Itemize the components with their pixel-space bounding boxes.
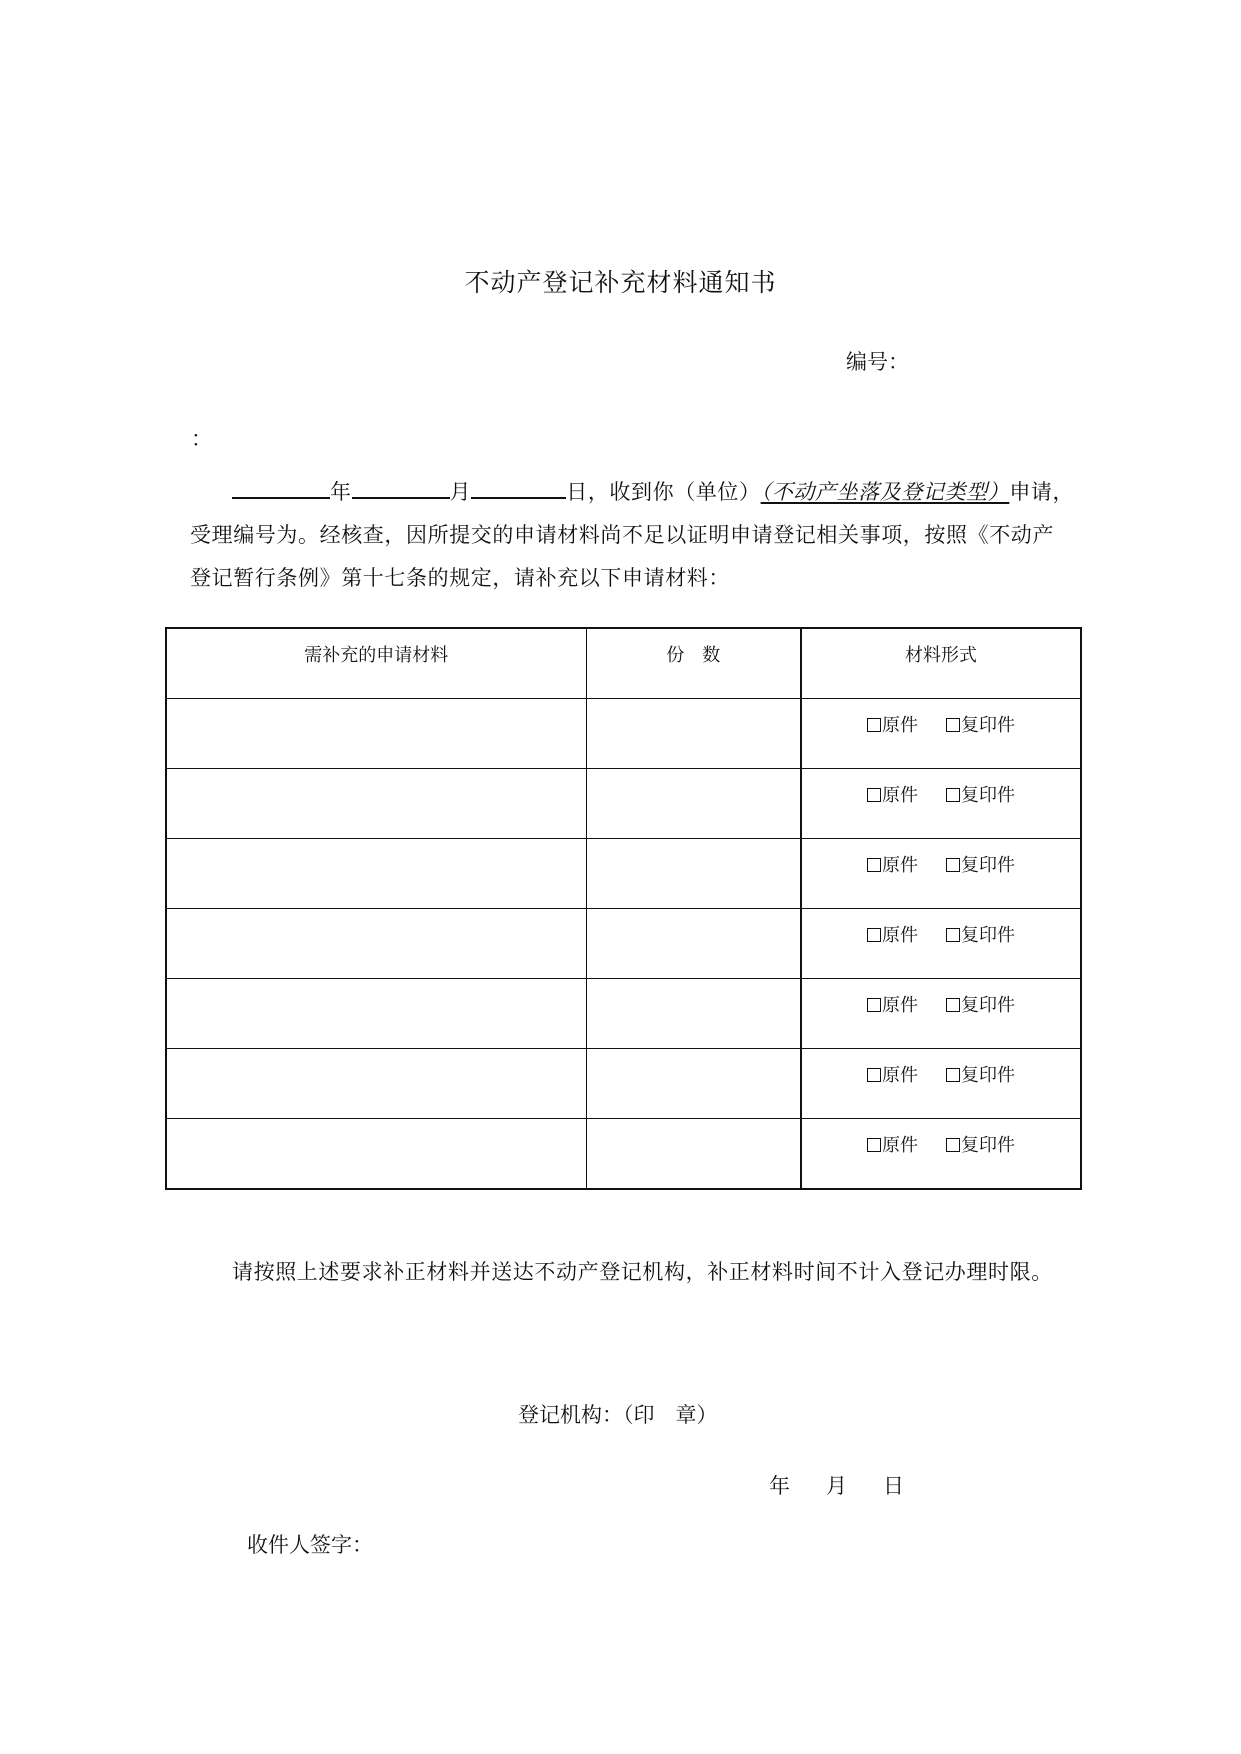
table-row [166, 979, 1081, 1049]
date-day-label: 日 [883, 1474, 904, 1498]
option-original-label: 原件 [882, 855, 918, 876]
option-copy[interactable] [946, 1131, 1015, 1157]
application-text: 申请， [1009, 480, 1075, 504]
date-month-label: 月 [826, 1474, 847, 1498]
option-copy[interactable] [946, 1061, 1015, 1087]
checkbox-icon[interactable] [867, 858, 881, 872]
material-form-cell [801, 699, 1081, 769]
material-form-cell [801, 979, 1081, 1049]
table-row [166, 909, 1081, 979]
table-row [166, 1049, 1081, 1119]
serial-number-label: 编号： [846, 350, 909, 374]
option-copy[interactable] [946, 711, 1015, 737]
salutation: ： [191, 427, 212, 451]
signature-date [769, 1470, 904, 1500]
checkbox-icon[interactable] [867, 928, 881, 942]
checkbox-icon[interactable] [867, 998, 881, 1012]
day-blank[interactable] [471, 479, 566, 499]
copies-cell[interactable] [586, 1049, 801, 1119]
checkbox-icon[interactable] [867, 1138, 881, 1152]
material-form-cell [801, 839, 1081, 909]
checkbox-icon[interactable] [946, 1068, 960, 1082]
material-name-cell[interactable] [166, 909, 586, 979]
table-row [166, 1119, 1081, 1190]
property-location-field[interactable]: （不动产坐落及登记类型） [760, 480, 1010, 504]
registration-agency-seal: 登记机构：（印 章） [518, 1403, 718, 1427]
copies-cell[interactable] [586, 769, 801, 839]
receiver-signature-label: 收件人签字： [247, 1533, 373, 1557]
material-form-cell [801, 1049, 1081, 1119]
checkbox-icon[interactable] [946, 718, 960, 732]
page-title: 不动产登记补充材料通知书 [464, 268, 777, 297]
option-original-label: 原件 [882, 925, 918, 946]
option-copy-label: 复印件 [961, 995, 1015, 1016]
option-original[interactable] [867, 711, 918, 737]
material-form-cell [801, 769, 1081, 839]
material-form-cell [801, 909, 1081, 979]
option-copy-label: 复印件 [961, 785, 1015, 806]
material-name-cell[interactable] [166, 699, 586, 769]
copies-cell[interactable] [586, 909, 801, 979]
option-copy[interactable] [946, 991, 1015, 1017]
option-copy[interactable] [946, 781, 1015, 807]
option-original-label: 原件 [882, 995, 918, 1016]
material-name-cell[interactable] [166, 1119, 586, 1190]
option-original[interactable] [867, 781, 918, 807]
table-row [166, 699, 1081, 769]
copies-cell[interactable] [586, 1119, 801, 1190]
table-header-row [166, 628, 1081, 699]
header-copies: 份 数 [586, 628, 801, 699]
option-copy[interactable] [946, 851, 1015, 877]
notice-paragraph-line-2: 受理编号为。经核查，因所提交的申请材料尚不足以证明申请登记相关事项，按照《不动产 [190, 523, 1054, 547]
table-row [166, 769, 1081, 839]
day-received-text: 日，收到你（单位） [566, 480, 761, 504]
option-original-label: 原件 [882, 1065, 918, 1086]
header-materials: 需补充的申请材料 [166, 628, 586, 699]
copies-cell[interactable] [586, 699, 801, 769]
date-year-label: 年 [769, 1474, 790, 1498]
option-copy-label: 复印件 [961, 1065, 1015, 1086]
checkbox-icon[interactable] [946, 928, 960, 942]
table-row [166, 839, 1081, 909]
copies-cell[interactable] [586, 839, 801, 909]
option-copy-label: 复印件 [961, 1135, 1015, 1156]
checkbox-icon[interactable] [867, 788, 881, 802]
option-original[interactable] [867, 1131, 918, 1157]
material-name-cell[interactable] [166, 1049, 586, 1119]
checkbox-icon[interactable] [946, 858, 960, 872]
notice-paragraph-line-1 [232, 476, 1074, 506]
month-label: 月 [449, 480, 472, 504]
month-blank[interactable] [352, 479, 450, 499]
option-copy-label: 复印件 [961, 925, 1015, 946]
option-copy-label: 复印件 [961, 715, 1015, 736]
checkbox-icon[interactable] [867, 1068, 881, 1082]
option-original[interactable] [867, 921, 918, 947]
checkbox-icon[interactable] [946, 1138, 960, 1152]
checkbox-icon[interactable] [946, 788, 960, 802]
option-original-label: 原件 [882, 1135, 918, 1156]
material-name-cell[interactable] [166, 839, 586, 909]
copies-cell[interactable] [586, 979, 801, 1049]
material-name-cell[interactable] [166, 769, 586, 839]
option-copy[interactable] [946, 921, 1015, 947]
option-original-label: 原件 [882, 785, 918, 806]
header-form: 材料形式 [801, 628, 1081, 699]
checkbox-icon[interactable] [946, 998, 960, 1012]
material-name-cell[interactable] [166, 979, 586, 1049]
option-original-label: 原件 [882, 715, 918, 736]
option-original[interactable] [867, 851, 918, 877]
closing-instruction: 请按照上述要求补正材料并送达不动产登记机构，补正材料时间不计入登记办理时限。 [232, 1260, 1053, 1284]
option-original[interactable] [867, 991, 918, 1017]
year-blank[interactable] [232, 479, 330, 499]
materials-table [165, 627, 1082, 1190]
notice-paragraph-line-3: 登记暂行条例》第十七条的规定，请补充以下申请材料： [190, 566, 730, 590]
checkbox-icon[interactable] [867, 718, 881, 732]
year-label: 年 [330, 480, 352, 504]
option-original[interactable] [867, 1061, 918, 1087]
material-form-cell [801, 1119, 1081, 1190]
option-copy-label: 复印件 [961, 855, 1015, 876]
